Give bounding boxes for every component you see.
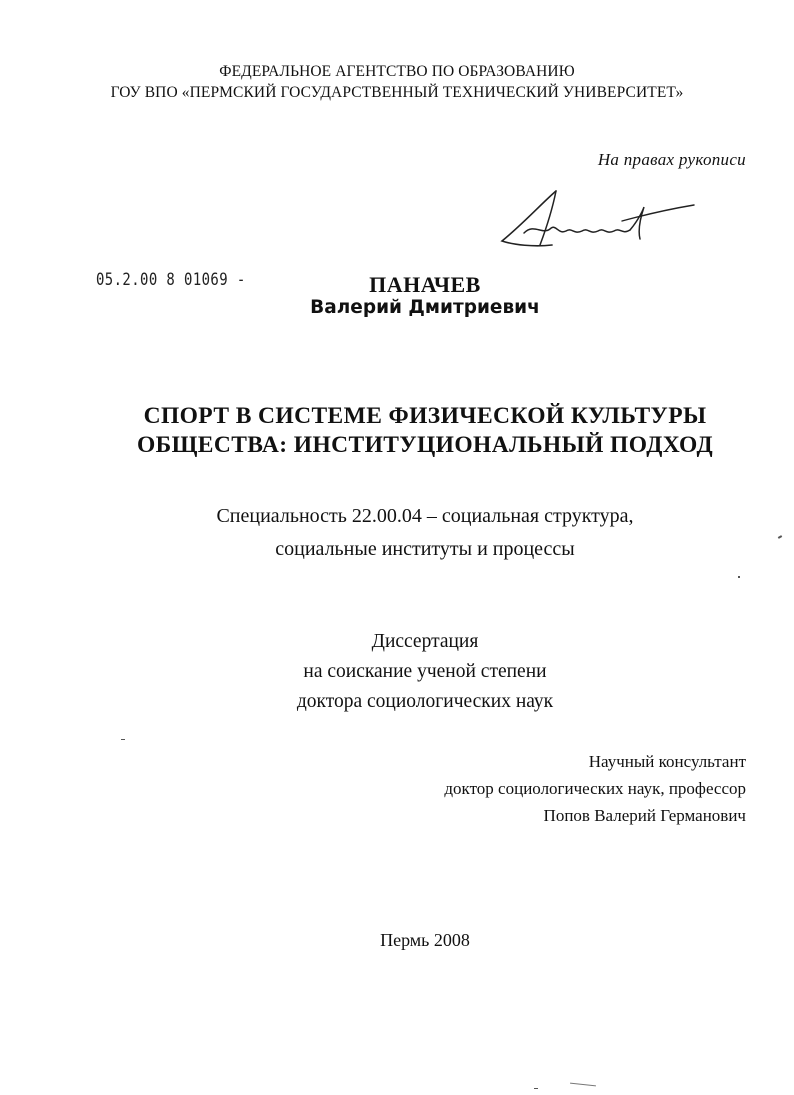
author-signature <box>494 183 704 263</box>
title-line-1: СПОРТ В СИСТЕМЕ ФИЗИЧЕСКОЙ КУЛЬТУРЫ <box>143 403 707 429</box>
consultant-role: Научный консультант <box>588 752 746 771</box>
dissertation-title <box>60 402 790 460</box>
degree-line-3: доктора социологических наук <box>296 691 554 712</box>
scan-speck <box>534 1088 538 1089</box>
registration-stamp: 05.2.00 8 01069 - <box>96 270 246 290</box>
consultant-block <box>444 748 746 829</box>
agency-name: ФЕДЕРАЛЬНОЕ АГЕНТСТВО ПО ОБРАЗОВАНИЮ <box>219 63 575 80</box>
title-line-2: ОБЩЕСТВА: ИНСТИТУЦИОНАЛЬНЫЙ ПОДХОД <box>136 432 714 458</box>
city-year: Пермь 2008 <box>380 930 470 950</box>
specialty-line-2: социальные институты и процессы <box>275 538 575 560</box>
degree-line-2: на соискание ученой степени <box>303 661 547 682</box>
author-surname: ПАНАЧЕВ <box>369 272 481 297</box>
scan-speck <box>570 1083 596 1087</box>
degree-block <box>0 627 794 717</box>
scan-speck <box>121 739 125 740</box>
specialty-line-1: Специальность 22.00.04 – социальная структура, <box>216 505 634 527</box>
consultant-name: Попов Валерий Германович <box>543 806 746 825</box>
consultant-degree: доктор социологических наук, профессор <box>444 779 746 798</box>
author-name: Валерий Дмитриевич <box>310 297 540 318</box>
scan-speck <box>738 576 740 578</box>
degree-line-1: Диссертация <box>371 631 479 652</box>
university-name: ГОУ ВПО «ПЕРМСКИЙ ГОСУДАРСТВЕННЫЙ ТЕХНИЧЕСКИЙ УНИВЕРСИТЕТ» <box>110 84 684 101</box>
manuscript-note: На правах рукописи <box>597 150 746 169</box>
specialty-block <box>0 500 794 566</box>
